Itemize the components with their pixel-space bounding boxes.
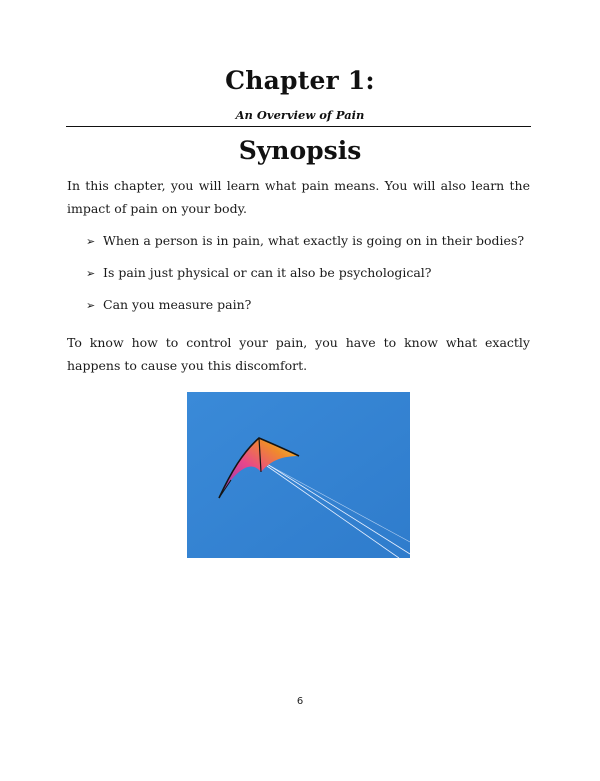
section-heading: Synopsis xyxy=(238,136,362,165)
list-item xyxy=(86,293,526,325)
list-item xyxy=(86,229,526,261)
title-divider xyxy=(66,126,531,127)
page-number: 6 xyxy=(296,696,304,707)
question-list xyxy=(86,229,526,325)
list-item-text: When a person is in pain, what exactly is going on in their bodies? xyxy=(103,233,525,248)
kite-photo xyxy=(187,392,410,558)
chapter-subtitle: An Overview of Pain xyxy=(235,108,365,122)
arrow-bullet-icon: ➢ xyxy=(86,267,96,280)
chapter-title: Chapter 1: xyxy=(225,66,375,95)
list-item-text: Is pain just physical or can it also be psychological? xyxy=(103,265,432,280)
outro-paragraph: To know how to control your pain, you have to know what exactly happens to cause you this discomfort. xyxy=(67,335,530,373)
intro-paragraph: In this chapter, you will learn what pain means. You will also learn the impact of pain on your body. xyxy=(67,178,530,216)
list-item xyxy=(86,261,526,293)
arrow-bullet-icon: ➢ xyxy=(86,235,96,248)
arrow-bullet-icon: ➢ xyxy=(86,299,96,312)
list-item-text: Can you measure pain? xyxy=(103,297,252,312)
